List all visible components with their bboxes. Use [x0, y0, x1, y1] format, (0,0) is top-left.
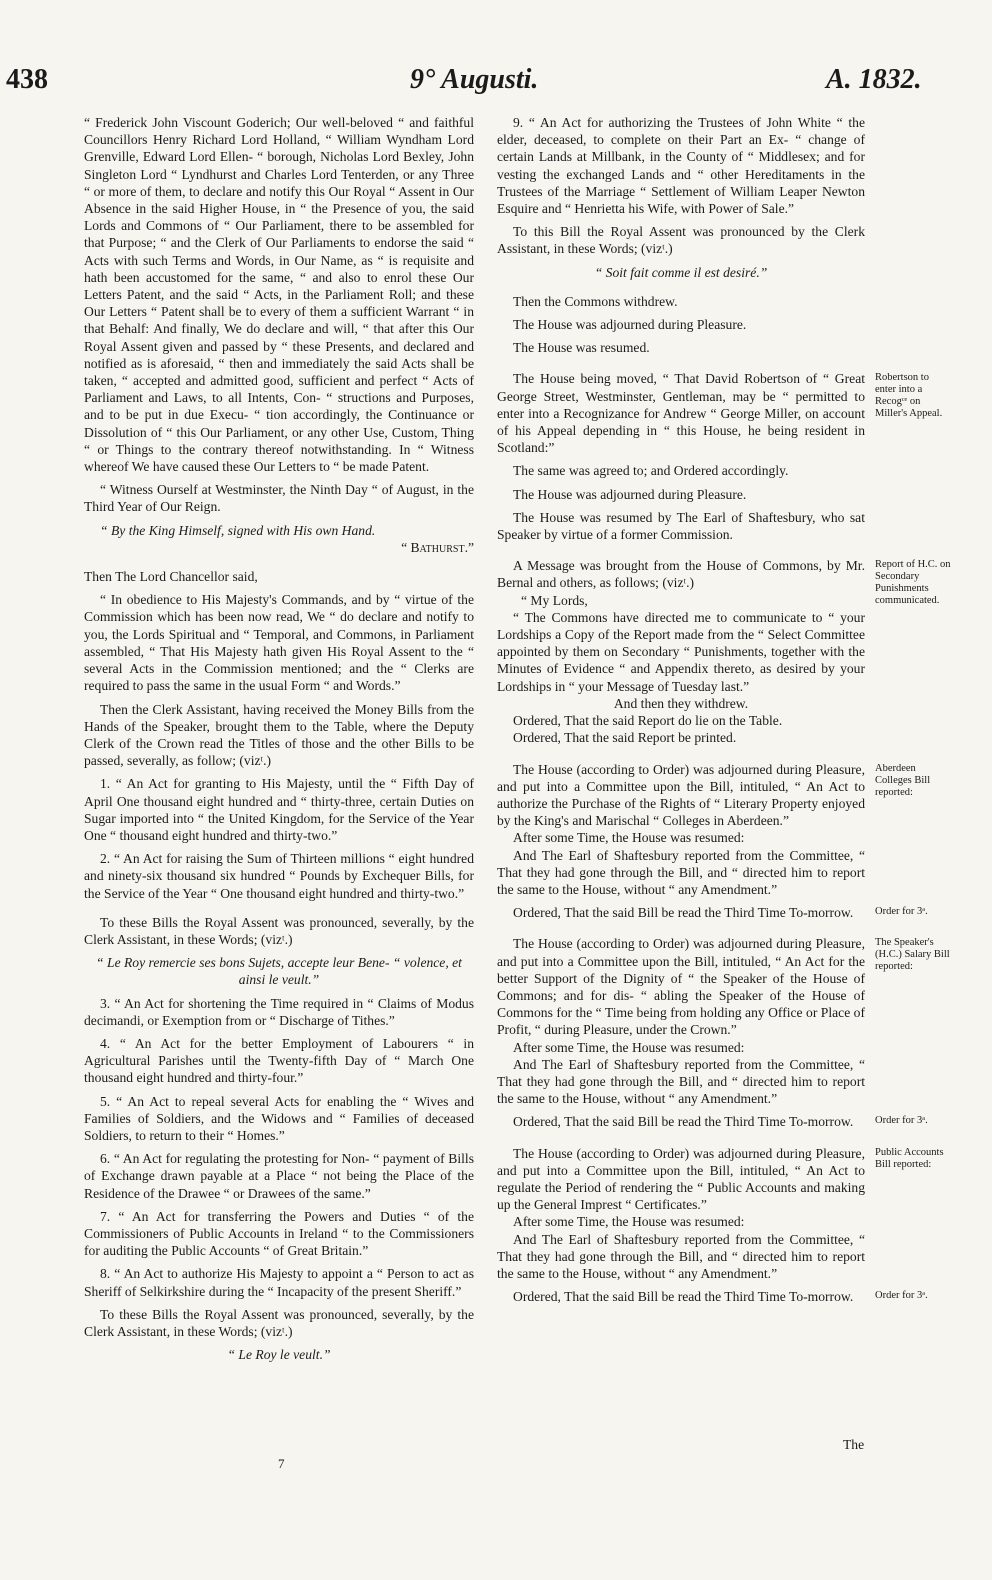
public-accounts-bill: The House (according to Order) was adjourned during Pleasure, and put into a Committee upon the Bill, intituled, “ An Act to regulate the Period of rendering the “ Public Accounts and making up the General Imprest “ Certificates.” [497, 1145, 865, 1213]
assent-formula-3: “ Soit fait comme il est desiré.” [594, 264, 768, 280]
message-section [497, 557, 951, 746]
margin-note-speaker: The Speaker's (H.C.) Salary Bill reported: [875, 937, 950, 973]
my-lords: “ My Lords, [521, 592, 588, 608]
page-number: 438 [6, 64, 48, 95]
header-date: 9° Augusti. [410, 64, 539, 95]
bill-8: 8. “ An Act to authorize His Majesty to appoint a “ Person to act as Sheriff of Selkirkshire during the “ Incapacity of the present Sheriff.” [84, 1266, 474, 1299]
robertson-motion: The House being moved, “ That David Robertson of “ Great George Street, Westminster, Gentleman, may be “ permitted to enter into a Recognizance for Andrew “ George Miller, on account of his Appeal depending in “ this House, he being resident in Scotland:” [497, 371, 865, 456]
resumed-1: The House was resumed. [513, 340, 650, 356]
aberdeen-section [497, 761, 931, 899]
ordered-printed: Ordered, That the said Report be printed. [513, 730, 737, 746]
bill-3: 3. “ An Act for shortening the Time required in “ Claims of Modus decimandi, or Exemption from or “ Discharge of Tithes.” [84, 995, 474, 1028]
by-king-clause: “ By the King Himself, signed with His own Hand. [100, 522, 376, 538]
bill-5: 5. “ An Act to repeal several Acts for enabling the “ Wives and Families of Soldiers, and the Widows and “ Families of deceased Soldiers, to return to their “ Homes.” [84, 1093, 474, 1143]
bill-2: 2. “ An Act for raising the Sum of Thirteen millions “ eight hundred and ninety-six thousand six hundred “ Pounds by Exchequer Bills, for the Service of the Year “ One thousand eight hundred and thirty-two.” [84, 851, 474, 901]
margin-note-order-1: Order for 3ᵃ. [875, 906, 928, 918]
robertson-agreed: The same was agreed to; and Ordered accordingly. [513, 463, 789, 479]
adjourned-2: The House was adjourned during Pleasure. [513, 486, 747, 502]
clerk-assistant-paragraph: Then the Clerk Assistant, having received the Money Bills from the Hands of the Speaker, brought them to the Table, where the Deputy Clerk of the Crown read the Titles of those and the other Bills to be passed, severally, as follow; (vizᵗ.) [84, 701, 474, 769]
ordered-lie-on-table: Ordered, That the said Report do lie on the Table. [513, 713, 783, 729]
assent-formula-1: “ Le Roy remercie ses bons Sujets, accepte leur Bene- “ volence, et ainsi le veult.” [96, 955, 462, 988]
commission-text: “ Frederick John Viscount Goderich; Our well-beloved “ and faithful Councillors Henry Richard Lord Holland, “ William Wyndham Lord Grenville, Edward Lord Ellen- “ borough, Nicholas Lord Bexley, John Singleton Lord “ Lyndhurst and Charles Lord Tenterden, or any Three “ or more of them, to declare and notify this Our Royal “ Assent in Our Absence in the said Higher House, in “ the Presence of you, the said Lords and Commons of “ Our Parliament, there to be assembled for that Purpose; “ and the Clerk of Our Parliaments to endorse the said “ Acts with such Terms and Words, in Our Name, as “ is requisite and hath been accustomed for the same, “ and also to enrol these Our Letters Patent, and the said “ Acts, in the Parliament Roll; and these Our Letters “ Patent shall be to every of them a sufficient Warrant “ in that Behalf: And finally, We do declare and will, “ that after this Our Royal Assent given and passed by “ these Presents, and declared and notified as is aforesaid, “ then and immediately the said Acts shall be taken, “ accepted and admitted good, sufficient and perfect “ Acts of Parliament and Laws, to all Intents, Con- “ structions and Purposes, and to be put in due Execu- “ tion accordingly, the Continuance or Dissolution of “ this Our Parliament, or any other Use, Custom, Thing “ or Things to the contrary thereof notwithstanding. In “ Witness whereof We have caused these Our Letters to “ be made Patent. [84, 115, 474, 475]
bill-9: 9. “ An Act for authorizing the Trustees of John White “ the elder, deceased, to complete on their Part an Ex- “ change of certain Lands at Millbank, in the County of “ Middlesex; and for vesting the exchanged Lands and “ other Hereditaments in the Trustees of the Marriage “ Settlement of William Leaper Newton Esquire and “ Henrietta his Wife, with Power of Sale.” [497, 115, 865, 217]
royal-assent-1: To these Bills the Royal Assent was pronounced, severally, by the Clerk Assistant, in these Words; (vizᵗ.) [84, 914, 474, 947]
royal-assent-3: To this Bill the Royal Assent was pronounced by the Clerk Assistant, in these Words; (vizᵗ.) [497, 224, 865, 257]
speaker-order-section [497, 1113, 928, 1130]
commons-message: A Message was brought from the House of Commons, by Mr. Bernal and others, as follows; (vizᵗ.) [497, 558, 865, 591]
margin-note-report: Report of H.C. on Secondary Punishments communicated. [875, 559, 951, 607]
public-accounts-report: And The Earl of Shaftesbury reported from the Committee, “ That they had gone through the Bill, and “ directed him to report the same to the House, without “ any Amendment.” [497, 1231, 865, 1281]
bill-6: 6. “ An Act for regulating the protesting for Non- “ payment of Bills of Exchange drawn payable at a Place “ not being the Place of the Residence of the Drawee “ or Drawees of the same.” [84, 1151, 474, 1201]
public-order-section [497, 1288, 928, 1305]
bill-1: 1. “ An Act for granting to His Majesty, until the “ Fifth Day of April One thousand eight hundred and “ thirty-three, certain Duties on Sugar imported into “ the United Kingdom, for the Service of the Year One “ thousand eight hundred and thirty-two.” [84, 776, 474, 843]
signature-mark: 7 [278, 1456, 285, 1471]
public-accounts-resumed: After some Time, the House was resumed: [513, 1214, 745, 1230]
speaker-report: And The Earl of Shaftesbury reported from the Committee, “ That they had gone through the Bill, and “ directed him to report the same to the House, without “ any Amendment.” [497, 1056, 865, 1107]
left-column [84, 114, 474, 1369]
aberdeen-bill: The House (according to Order) was adjourned during Pleasure, and put into a Committee upon the Bill, intituled, “ An Act to authorize the Purchase of the Rights of “ Literary Property enjoyed by the King's and Marischal “ Colleges in Aberdeen.” [497, 761, 865, 829]
margin-note-robertson: Robertson to enter into a Recogᶜᵉ on Miller's Appeal. [875, 372, 943, 420]
aberdeen-order-section [497, 904, 928, 921]
speaker-section [497, 935, 950, 1107]
catchword: The [843, 1437, 865, 1452]
speaker-resumed: After some Time, the House was resumed: [513, 1039, 745, 1055]
message-body: “ The Commons have directed me to communicate to “ your Lordships a Copy of the Report made from the “ Select Committee appointed by them on Secondary “ Punishments, together with the Minutes of Evidence “ and Appendix thereto, as desired by your Lordships in “ your Message of Tuesday last.” [497, 609, 865, 694]
speaker-bill: The House (according to Order) was adjourned during Pleasure, and put into a Committee upon the Bill, intituled, “ An Act for the better Support of the Dignity of “ the Speaker of the House of Commons; and for dis- “ abling the Speaker of the House of Commons for the “ Time being from holding any Office or Place of Profit, “ during Pleasure, under the Crown.” [497, 936, 865, 1038]
right-column [497, 114, 951, 1311]
chancellor-speech: “ In obedience to His Majesty's Commands, and by “ virtue of the Commission which has been now read, We “ do declare and notify to you, the Lords Spiritual and “ Temporal, and Commons, in Parliament assembled, “ That His Majesty hath given His Royal Assent to the “ several Acts in the Commission mentioned; and the “ Clerks are required to pass the same in the usual Form “ and Words.” [84, 592, 474, 694]
bill-4: 4. “ An Act for the better Employment of Labourers “ in Agricultural Parishes until the Twenty-fifth Day of “ March One thousand eight hundred and thirty-four.” [84, 1035, 474, 1086]
page-header [0, 64, 992, 100]
aberdeen-resumed: After some Time, the House was resumed: [513, 830, 745, 846]
margin-note-aberdeen: Aberdeen Colleges Bill reported: [875, 762, 931, 798]
margin-note-order-2: Order for 3ᵃ. [875, 1115, 928, 1127]
royal-assent-2: To these Bills the Royal Assent was pronounced, severally, by the Clerk Assistant, in these Words; (vizᵗ.) [84, 1306, 474, 1339]
they-withdrew: And then they withdrew. [613, 695, 749, 711]
commons-withdrew: Then the Commons withdrew. [513, 293, 678, 309]
bill-7: 7. “ An Act for transferring the Powers and Duties “ of the Commissioners of Public Accounts in Ireland “ to the Commissioners for auditing the Public Accounts “ of Great Britain.” [84, 1208, 474, 1259]
resumed-2: The House was resumed by The Earl of Shaftesbury, who sat Speaker by virtue of a former Commission. [497, 509, 865, 543]
margin-note-public-accounts: Public Accounts Bill reported: [875, 1146, 944, 1170]
margin-note-order-3: Order for 3ᵃ. [875, 1290, 928, 1302]
adjourned-1: The House was adjourned during Pleasure. [513, 317, 747, 333]
header-year: A. 1832. [826, 64, 922, 95]
robertson-section [497, 370, 943, 479]
assent-formula-2: “ Le Roy le veult.” [227, 1347, 331, 1363]
public-accounts-ordered: Ordered, That the said Bill be read the Third Time To-morrow. [513, 1289, 854, 1305]
aberdeen-report: And The Earl of Shaftesbury reported from the Committee, “ That they had gone through the Bill, and “ directed him to report the same to the House, without “ any Amendment.” [497, 847, 865, 897]
aberdeen-ordered: Ordered, That the said Bill be read the Third Time To-morrow. [513, 905, 854, 921]
signature-bathurst: “ Bathurst.” [401, 539, 474, 555]
chancellor-said: Then The Lord Chancellor said, [84, 569, 258, 585]
public-accounts-section [497, 1145, 944, 1283]
speaker-ordered: Ordered, That the said Bill be read the Third Time To-morrow. [513, 1114, 854, 1130]
witness-clause: “ Witness Ourself at Westminster, the Ninth Day “ of August, in the Third Year of Our Reign. [84, 482, 474, 515]
